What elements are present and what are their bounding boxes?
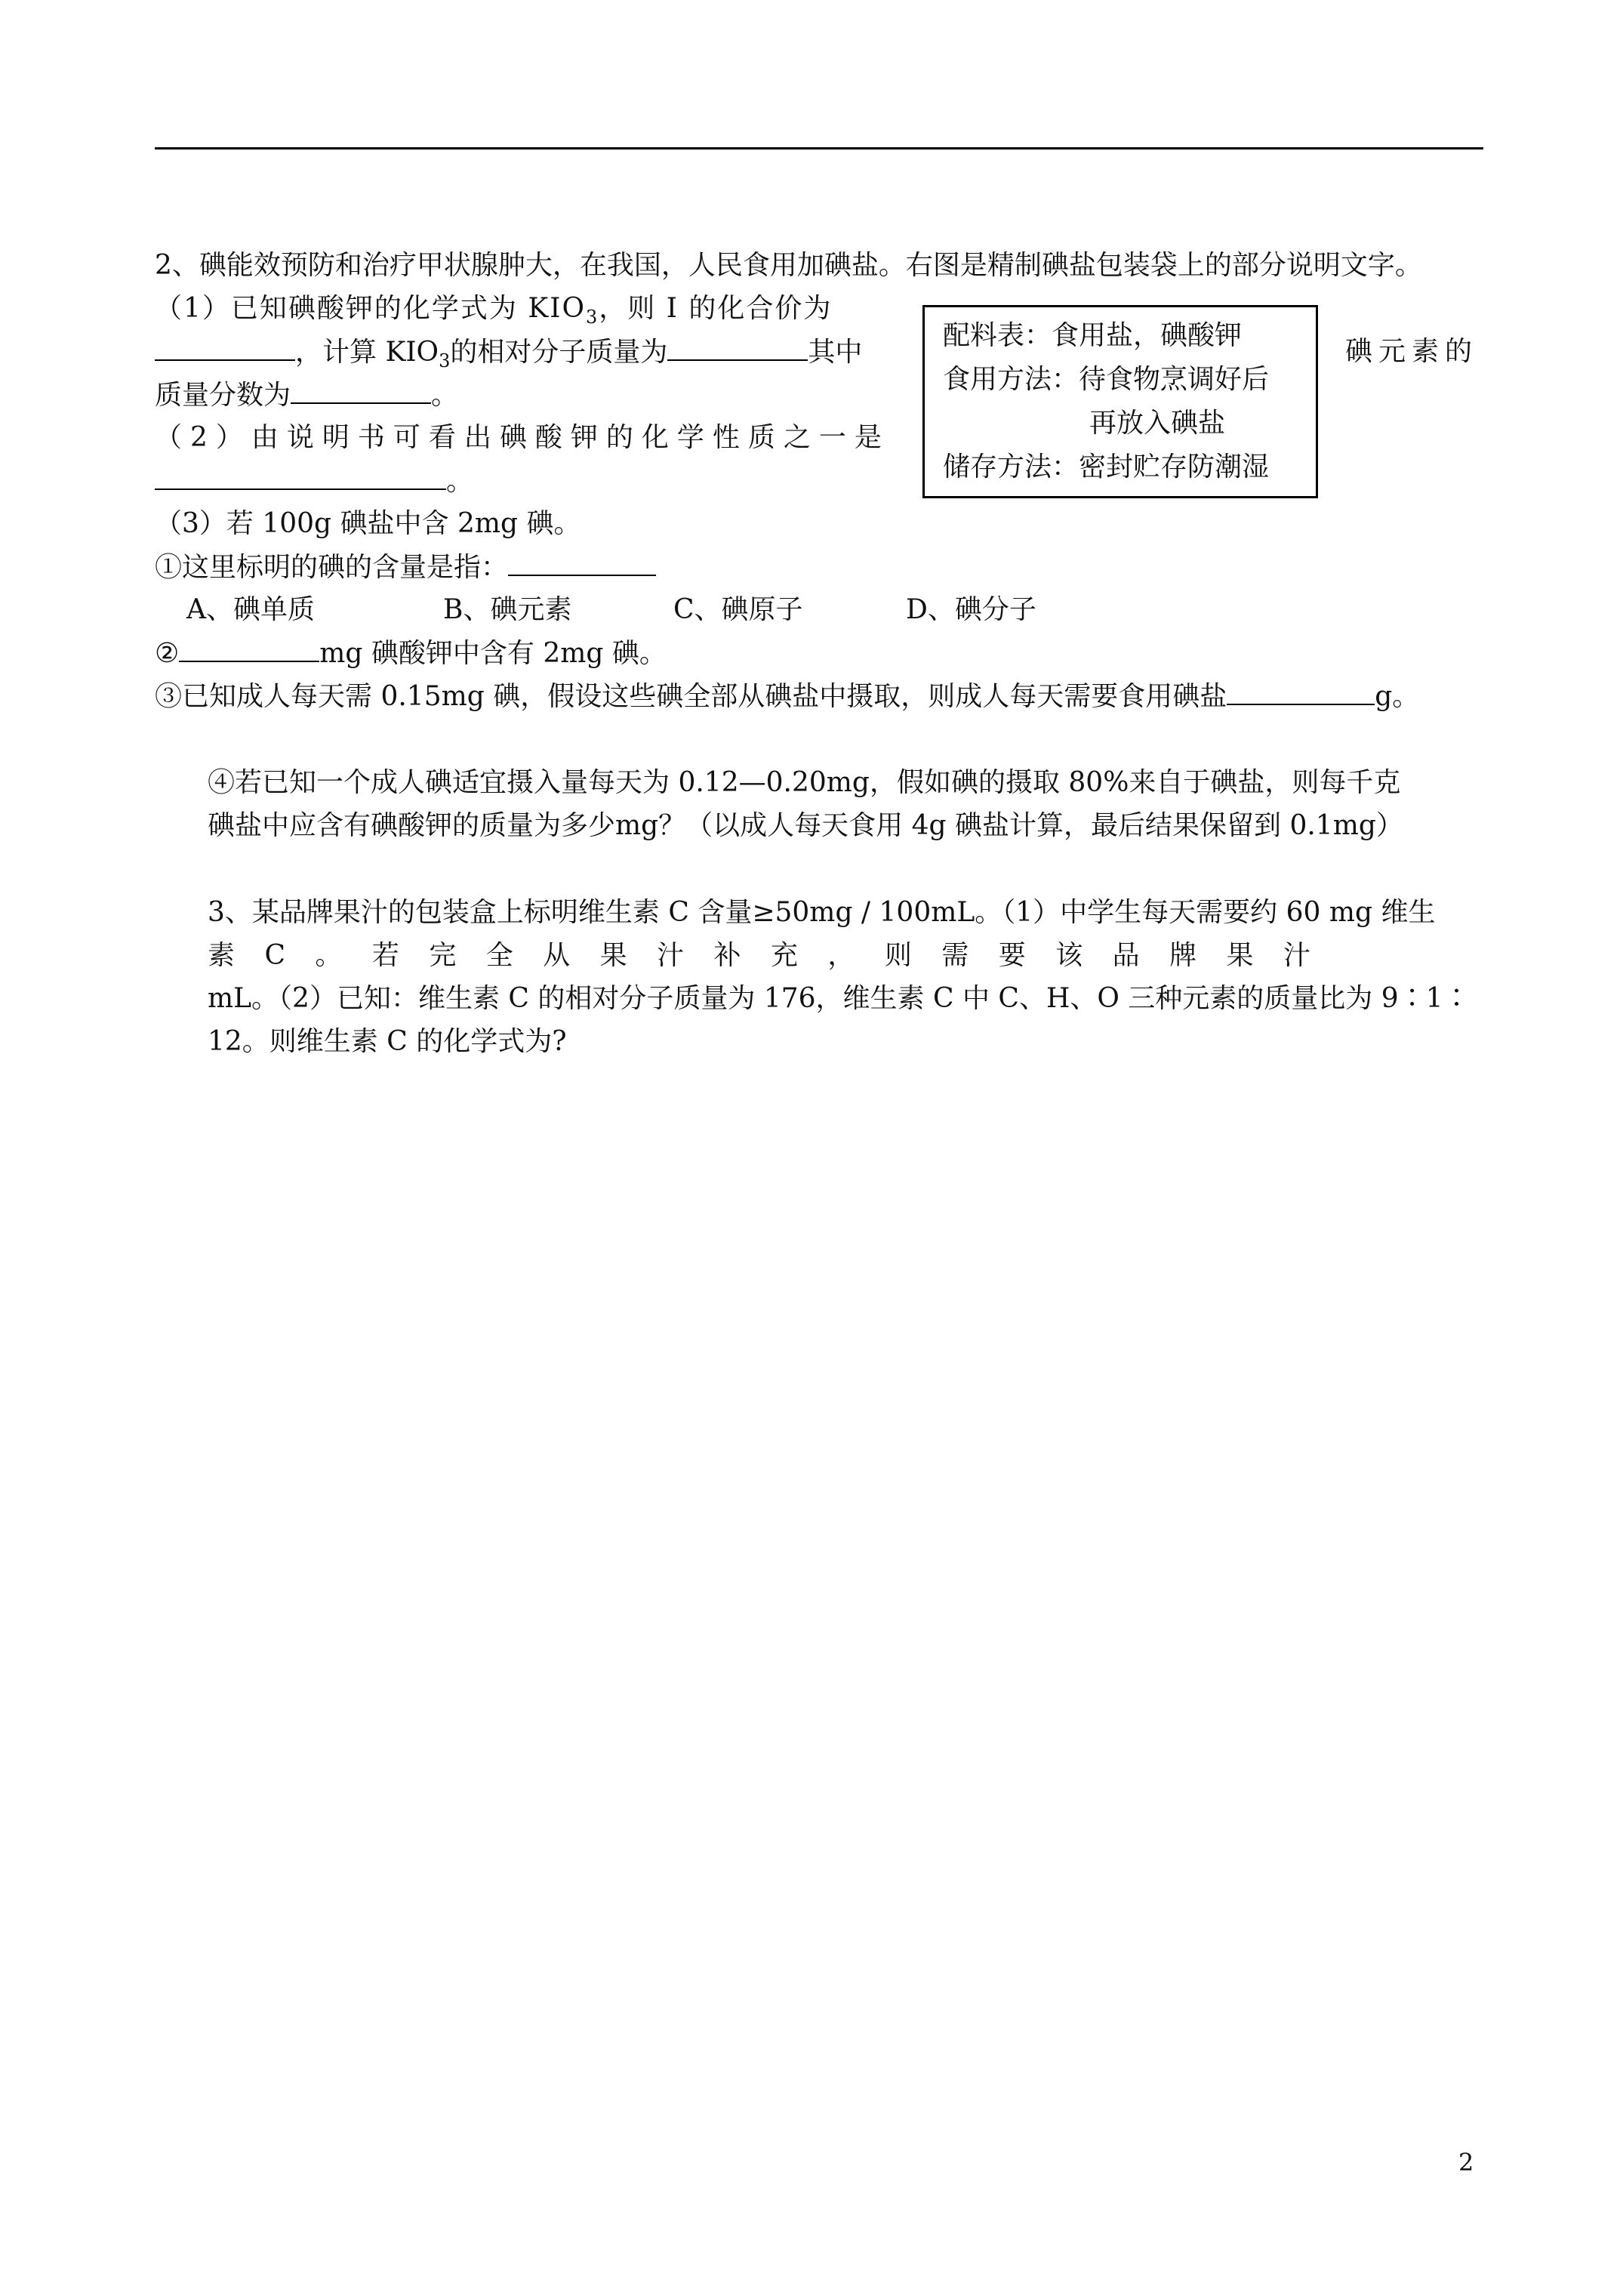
q2-part3-q4-line1: ④若已知一个成人碘适宜摄入量每天为 0.12—0.20mg，假如碘的摄取 80%来自于碘盐，则每千克 <box>208 767 1401 798</box>
header-rule <box>155 147 1483 149</box>
q2-part1-line2-right: 碘元素的 <box>1345 336 1479 367</box>
q3-line3: mL。（2）已知：维生素 C 的相对分子质量为 176，维生素 C 中 C、H、O 三种元素的质量比为 9∶1∶ <box>208 983 1471 1014</box>
option-a[interactable]: A、碘单质 <box>186 594 315 625</box>
q2-part3-q3: ③已知成人每天需 0.15mg 碘，假设这些碘全部从碘盐中摄取，则成人每天需要食用碘盐 g。 <box>155 678 1419 715</box>
valence-blank[interactable] <box>155 334 295 361</box>
label-storage: 储存方法：密封贮存防潮湿 <box>943 451 1270 482</box>
q3-line2: 素 C 。 若 完 全 从 果 汁 补 充 ， 则 需 要 该 品 牌 果 汁 <box>208 940 1310 971</box>
label-usage: 食用方法：待食物烹调好后 <box>943 364 1270 395</box>
q2-intro: 2、碘能效预防和治疗甲状腺肿大，在我国，人民食用加碘盐。右图是精制碘盐包装袋上的部分说明文字。 <box>155 250 1422 281</box>
q2-part1-line2: ，计算 $KIO_3$的相对分子质量为 其中 <box>155 334 862 371</box>
label-usage-cont: 再放入碘盐 <box>1089 408 1226 439</box>
mass-fraction-blank[interactable] <box>291 377 431 404</box>
potassium-iodate-mass-blank[interactable] <box>179 635 319 662</box>
option-c[interactable]: C、碘原子 <box>673 594 803 625</box>
q2-part3-q1: ①这里标明的碘的含量是指： <box>155 549 656 586</box>
molar-mass-blank[interactable] <box>667 334 808 361</box>
salt-label-box <box>922 305 1318 498</box>
q2-part1-line3: 质量分数为 。 <box>155 377 458 414</box>
q2-part2-line1: （2）由说明书可看出碘酸钾的化学性质之一是 <box>155 422 890 453</box>
q2-part3-intro: （3）若 100g 碘盐中含 2mg 碘。 <box>155 508 581 539</box>
q2-part3-q4-line2: 碘盐中应含有碘酸钾的质量为多少mg？（以成人每天食用 4g 碘盐计算，最后结果保留到 0.1mg） <box>208 810 1403 841</box>
iodine-content-blank[interactable] <box>508 549 656 576</box>
q3-line1: 3、某品牌果汁的包装盒上标明维生素 C 含量≥50mg / 100mL。（1）中学生每天需要约 60 mg 维生 <box>208 897 1436 928</box>
option-d[interactable]: D、碘分子 <box>906 594 1036 625</box>
q2-part2-line2: 。 <box>155 463 473 500</box>
q3-line4: 12。则维生素 C 的化学式为? <box>208 1026 567 1057</box>
page-number: 2 <box>1458 2148 1474 2177</box>
option-b[interactable]: B、碘元素 <box>443 594 572 625</box>
q2-part3-q2: ② mg 碘酸钾中含有 2mg 碘。 <box>155 635 667 672</box>
label-ingredients: 配料表：食用盐，碘酸钾 <box>943 320 1243 351</box>
salt-amount-blank[interactable] <box>1227 678 1375 705</box>
chemical-property-blank[interactable] <box>155 463 446 490</box>
q2-part1-line1: （1）已知碘酸钾的化学式为 $KIO_3$，则 I 的化合价为 <box>155 293 833 328</box>
